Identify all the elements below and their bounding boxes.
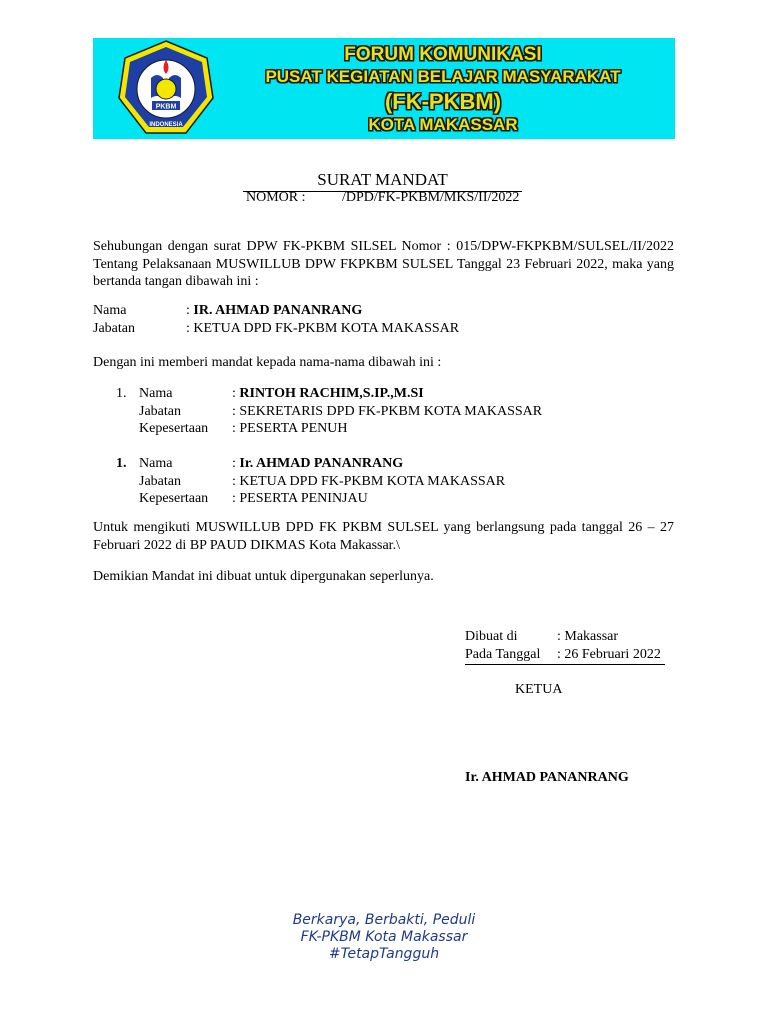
person-nama-label: Nama (139, 386, 173, 401)
list-number: 1. (116, 386, 127, 401)
signer-nama-row (93, 302, 593, 320)
signature-name: Ir. AHMAD PANANRANG (465, 770, 629, 785)
mandate-intro: Dengan ini memberi mandat kepada nama-nama dibawah ini : (93, 355, 442, 370)
banner-line-4: KOTA MAKASSAR (368, 115, 518, 134)
banner-line-1: FORUM KOMUNIKASI (344, 44, 542, 65)
list-item (116, 385, 636, 441)
signer-nama-label: Nama (93, 303, 127, 318)
person-nama-label: Nama (139, 456, 173, 471)
person-jabatan-value: : KETUA DPD FK-PKBM KOTA MAKASSAR (232, 474, 506, 489)
person-kepesertaan-label: Kepesertaan (139, 421, 209, 436)
signer-role: KETUA (515, 682, 563, 697)
person-jabatan-value: : SEKRETARIS DPD FK-PKBM KOTA MAKASSAR (232, 404, 543, 419)
place-label: Dibuat di (465, 629, 518, 644)
place-row (465, 628, 675, 646)
closing-paragraph: Demikian Mandat ini dibuat untuk dipergunakan seperlunya. (93, 569, 434, 584)
date-label: Pada Tanggal (465, 647, 541, 662)
nomor-label: NOMOR : (246, 190, 306, 205)
signer-jabatan-value: : KETUA DPD FK-PKBM KOTA MAKASSAR (186, 321, 460, 336)
person-kepesertaan-value: : PESERTA PENINJAU (232, 491, 368, 506)
document-number (246, 190, 520, 206)
nomor-value: /DPD/FK-PKBM/MKS/II/2022 (342, 190, 520, 205)
signer-nama-value: : IR. AHMAD PANANRANG (186, 303, 363, 318)
svg-text:PKBM: PKBM (155, 103, 177, 111)
date-value: : 26 Februari 2022 (557, 647, 661, 662)
signer-jabatan-label: Jabatan (93, 321, 135, 336)
list-item (116, 455, 636, 511)
person-jabatan-label: Jabatan (139, 474, 181, 489)
banner-line-2: PUSAT KEGIATAN BELAJAR MASYARAKAT (265, 67, 621, 86)
intro-paragraph: Sehubungan dengan surat DPW FK-PKBM SILSEL Nomor : 015/DPW-FKPKBM/SULSEL/II/2022 Tentang Pelaksanaan MUSWILLUB DPW FKPKBM SULSEL Tanggal 23 Februari 2022, maka yang bertanda tangan dibawah ini : (93, 239, 674, 289)
person-kepesertaan-value: : PESERTA PENUH (232, 421, 348, 436)
footer-tagline: Berkarya, Berbakti, Peduli (292, 912, 476, 928)
footer-hashtag: #TetapTangguh (328, 946, 440, 962)
pkbm-logo (115, 38, 217, 139)
date-row (465, 646, 665, 665)
document-title: SURAT MANDAT (243, 170, 522, 192)
person-nama-value: : RINTOH RACHIM,S.IP.,M.SI (232, 386, 424, 401)
banner-line-3: (FK-PKBM) (384, 89, 502, 114)
person-kepesertaan-label: Kepesertaan (139, 491, 209, 506)
letterhead-banner (93, 38, 675, 139)
person-nama-value: : Ir. AHMAD PANANRANG (232, 456, 404, 471)
place-value: : Makassar (557, 629, 619, 644)
person-jabatan-label: Jabatan (139, 404, 181, 419)
footer-org: FK-PKBM Kota Makassar (300, 929, 468, 945)
purpose-paragraph: Untuk mengikuti MUSWILLUB DPD FK PKBM SULSEL yang berlangsung pada tanggal 26 – 27 Februari 2022 di BP PAUD DIKMAS Kota Makassar.\ (93, 520, 674, 553)
svg-text:INDONESIA: INDONESIA (149, 122, 183, 128)
signer-jabatan-row (93, 320, 593, 338)
list-number: 1. (116, 456, 127, 471)
